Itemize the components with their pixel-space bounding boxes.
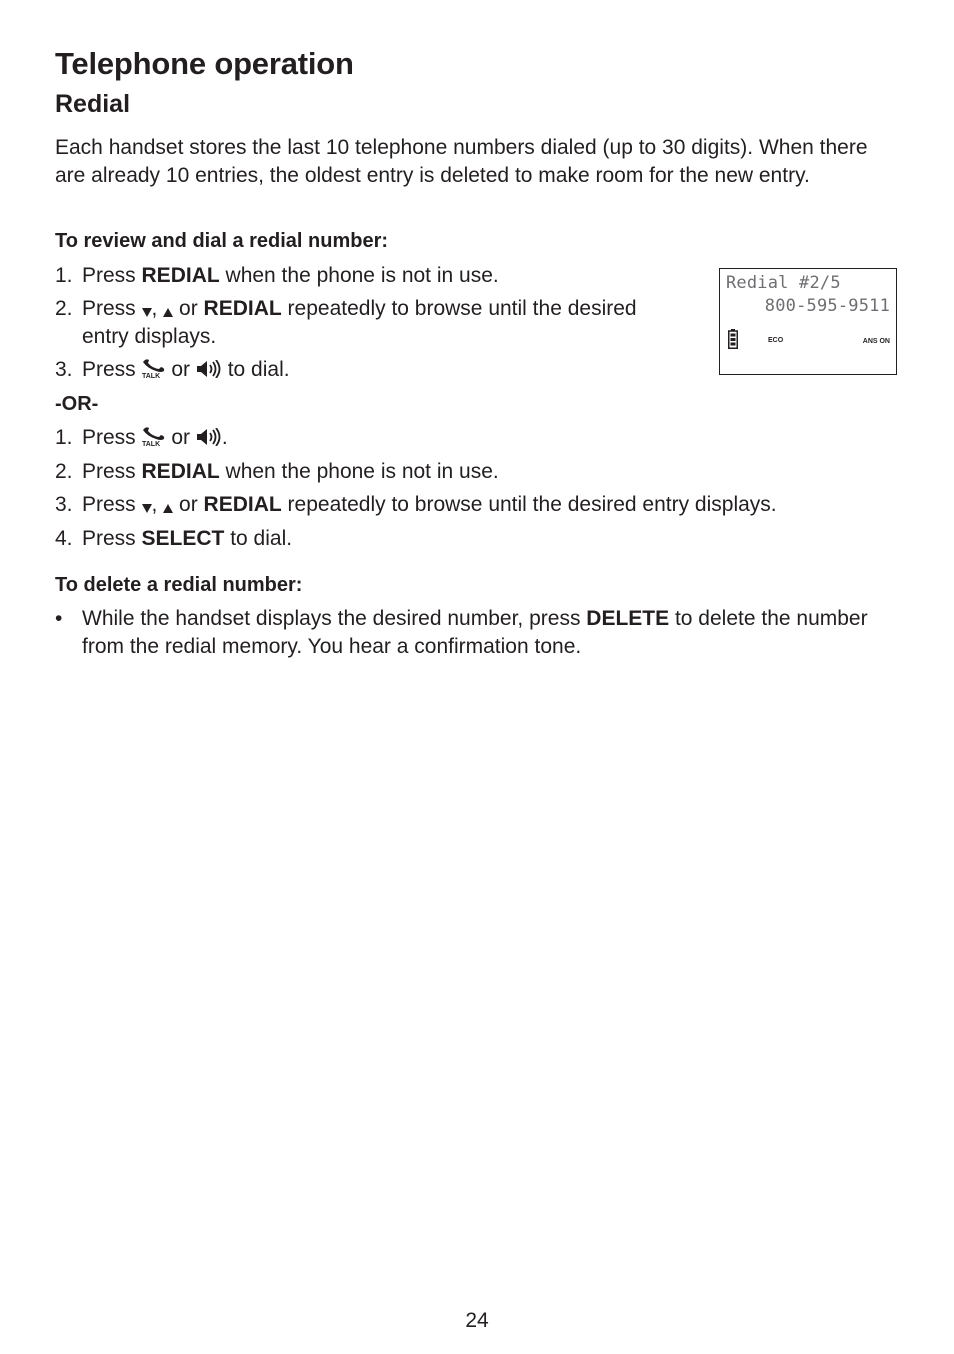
- speaker-icon: [196, 360, 222, 378]
- lcd-phone-number: 800-595-9511: [764, 296, 890, 316]
- up-arrow-icon: [163, 307, 173, 317]
- intro-paragraph: Each handset stores the last 10 telephone numbers dialed (up to 30 digits). When there are already 10 entries, the oldest entry is deleted to make room for the new entry.: [55, 136, 868, 187]
- speaker-icon: [196, 428, 222, 446]
- talk-icon: [142, 358, 166, 378]
- down-arrow-icon: [142, 307, 152, 317]
- battery-icon: [728, 329, 738, 349]
- review-heading: To review and dial a redial number:: [55, 230, 389, 252]
- page-number: 24: [465, 1309, 489, 1332]
- handset-lcd-display: [719, 268, 897, 375]
- svg-text:TALK: TALK: [141, 441, 160, 446]
- lcd-eco-indicator: ECO: [768, 337, 784, 344]
- section-title: Redial: [55, 90, 131, 118]
- or-label: -OR-: [55, 393, 99, 415]
- svg-text:TALK: TALK: [141, 373, 160, 378]
- down-arrow-icon: [142, 503, 152, 513]
- talk-icon: [142, 426, 166, 446]
- up-arrow-icon: [163, 503, 173, 513]
- delete-heading: To delete a redial number:: [55, 574, 303, 596]
- lcd-ans-on-indicator: ANS ON: [862, 338, 890, 345]
- lcd-redial-line: Redial #2/5: [726, 273, 841, 293]
- page-title: Telephone operation: [55, 46, 354, 81]
